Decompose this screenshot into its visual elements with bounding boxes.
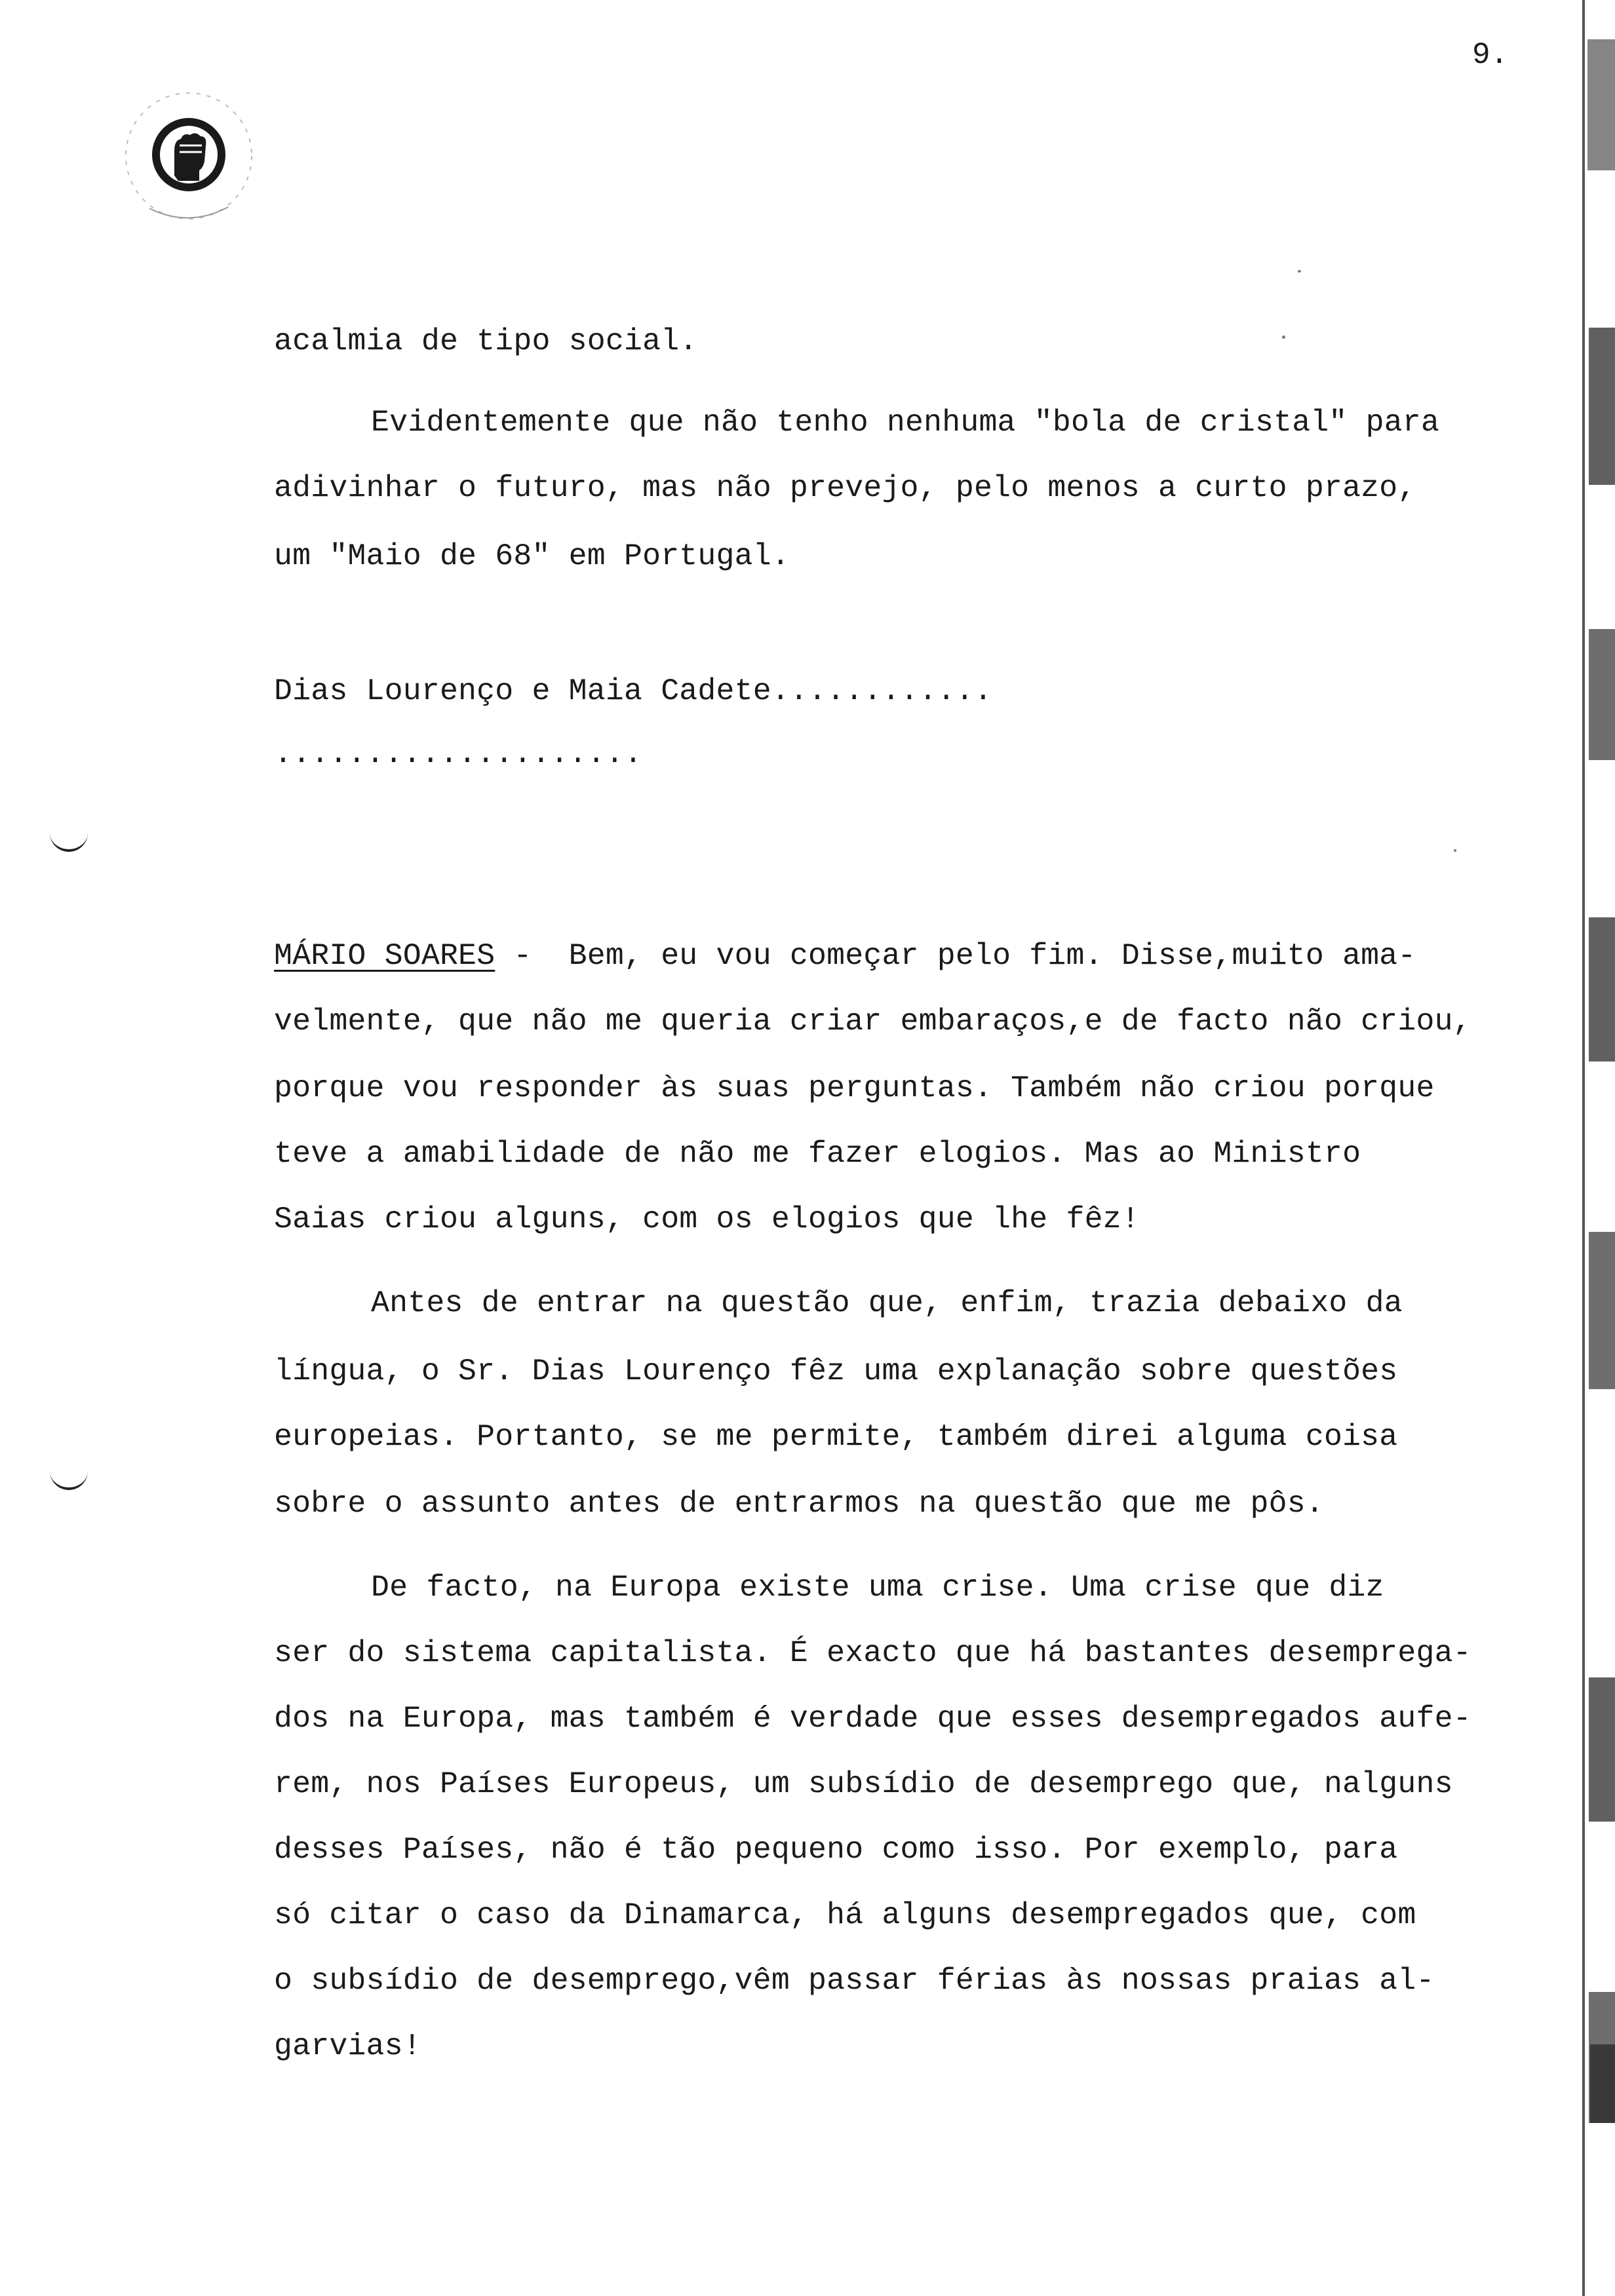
text-line: acalmia de tipo social. (274, 324, 698, 358)
text-line: dos na Europa, mas também é verdade que esses desempregados aufe- (274, 1701, 1471, 1736)
text-line (274, 938, 1416, 973)
speaker-name: MÁRIO SOARES (274, 938, 496, 973)
text-line: europeias. Portanto, se me permite, também direi alguma coisa (274, 1419, 1398, 1454)
scan-speck (1282, 335, 1285, 339)
text-line: .................... (274, 737, 643, 771)
text-line: teve a amabilidade de não me fazer elogios. Mas ao Ministro (274, 1136, 1361, 1171)
scan-speck (1298, 270, 1301, 273)
text-line: Evidentemente que não tenho nenhuma "bola de cristal" para (371, 405, 1440, 440)
text-line: Antes de entrar na questão que, enfim, trazia debaixo da (371, 1286, 1403, 1320)
text-line: ser do sistema capitalista. É exacto que há bastantes desemprega- (274, 1636, 1471, 1670)
text-line: velmente, que não me queria criar embaraços,e de facto não criou, (274, 1004, 1471, 1039)
text-line: Saias criou alguns, com os elogios que lhe fêz! (274, 1202, 1140, 1236)
text-line-rest: - Bem, eu vou começar pelo fim. Disse,muito ama- (495, 938, 1416, 973)
text-line: adivinhar o futuro, mas não prevejo, pelo menos a curto prazo, (274, 470, 1416, 505)
text-line: o subsídio de desemprego,vêm passar férias às nossas praias al- (274, 1963, 1435, 1998)
text-line: Dias Lourenço e Maia Cadete............ (274, 674, 993, 708)
text-line: garvias! (274, 2029, 421, 2063)
scan-speck (1454, 849, 1456, 852)
text-line: um "Maio de 68" em Portugal. (274, 539, 790, 573)
scan-edge-shadow (1563, 0, 1615, 2296)
text-line: rem, nos Países Europeus, um subsídio de desemprego que, nalguns (274, 1767, 1453, 1801)
text-line: porque vou responder às suas perguntas. Também não criou porque (274, 1071, 1435, 1105)
margin-mark (50, 831, 88, 852)
text-line: sobre o assunto antes de entrarmos na questão que me pôs. (274, 1486, 1324, 1521)
text-line: só citar o caso da Dinamarca, há alguns desempregados que, com (274, 1898, 1416, 1932)
page-number: 9. (1472, 38, 1509, 72)
margin-mark (50, 1469, 88, 1490)
text-line: desses Países, não é tão pequeno como isso. Por exemplo, para (274, 1832, 1398, 1867)
raised-fist-seal-icon (110, 77, 267, 235)
text-line: De facto, na Europa existe uma crise. Uma crise que diz (371, 1570, 1384, 1605)
text-line: língua, o Sr. Dias Lourenço fêz uma explanação sobre questões (274, 1354, 1398, 1388)
